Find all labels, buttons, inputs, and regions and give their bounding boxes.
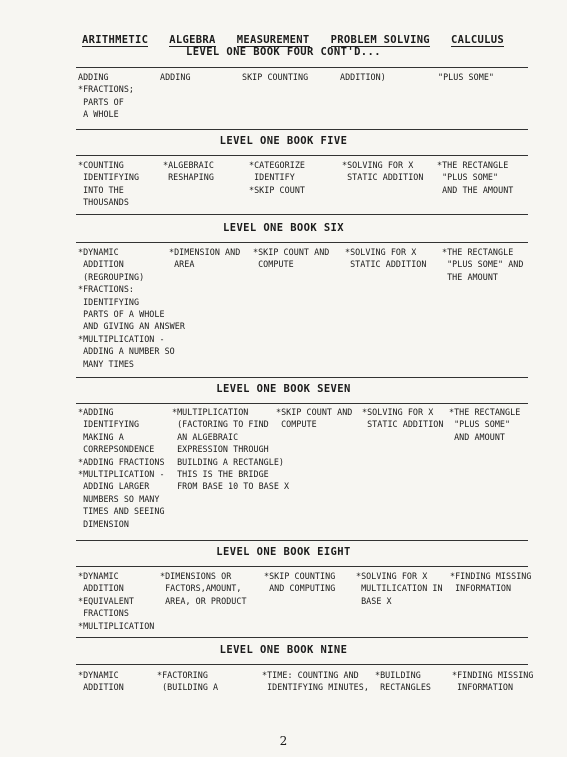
column-header-problem-solving: PROBLEM SOLVING — [330, 34, 430, 46]
cell-problem-solving: *SOLVING FOR X STATIC ADDITION — [345, 247, 427, 270]
cell-calculus: "PLUS SOME" — [438, 72, 495, 82]
cell-measurement: *CATEGORIZE IDENTIFY *SKIP COUNT — [249, 160, 306, 195]
cell-calculus: *THE RECTANGLE "PLUS SOME" AND AMOUNT — [449, 407, 521, 442]
column-header-algebra: ALGEBRA — [169, 34, 216, 46]
cell-problem-solving: *SOLVING FOR X MULTILICATION IN BASE X — [356, 571, 443, 606]
section-title-book-seven: LEVEL ONE BOOK SEVEN — [216, 383, 351, 395]
cell-algebra: *MULTIPLICATION (FACTORING TO FIND AN ALGEBRAIC EXPRESSION THROUGH BUILDING A RECTANGLE) THIS IS THE BRIDGE FROM BASE 10 TO BASE X — [172, 407, 290, 492]
column-header-measurement: MEASUREMENT — [236, 34, 310, 46]
section-divider — [76, 540, 528, 541]
section-title-book-five: LEVEL ONE BOOK FIVE — [219, 135, 348, 147]
cell-arithmetic: *DYNAMIC ADDITION (REGROUPING) *FRACTIONS: IDENTIFYING PARTS OF A WHOLE AND GIVING AN ANSWER *MULTIPLICATION - ADDING A NUMBER SO MANY TIMES — [78, 247, 185, 369]
section-divider — [76, 67, 528, 68]
cell-measurement: *TIME: COUNTING AND IDENTIFYING MINUTES, — [262, 670, 369, 693]
cell-measurement: *SKIP COUNTING AND COMPUTING — [264, 571, 336, 594]
page-number: 2 — [279, 734, 288, 748]
section-title-book-six: LEVEL ONE BOOK SIX — [223, 222, 344, 234]
cell-problem-solving: ADDITION) — [340, 72, 386, 82]
cell-problem-solving: *SOLVING FOR X STATIC ADDITION — [342, 160, 424, 183]
section-divider — [76, 155, 528, 156]
cell-arithmetic: *ADDING IDENTIFYING MAKING A CORREPSONDENCE *ADDING FRACTIONS *MULTIPLICATION - ADDING LARGER NUMBERS SO MANY TIMES AND SEEING DIMENSION — [78, 407, 165, 529]
section-divider — [76, 242, 528, 243]
cell-arithmetic: *DYNAMIC ADDITION — [78, 670, 124, 693]
column-header-calculus: CALCULUS — [451, 34, 504, 46]
section-divider — [76, 377, 528, 378]
section-divider — [76, 566, 528, 567]
cell-arithmetic: ADDING *FRACTIONS; PARTS OF A WHOLE — [78, 72, 135, 120]
section-divider — [76, 664, 528, 665]
cell-algebra: *ALGEBRAIC RESHAPING — [163, 160, 214, 183]
cell-algebra: *DIMENSIONS OR FACTORS,AMOUNT, AREA, OR PRODUCT — [160, 571, 247, 606]
section-title-book-eight: LEVEL ONE BOOK EIGHT — [216, 546, 351, 558]
cell-calculus: *FINDING MISSING INFORMATION — [450, 571, 532, 594]
section-divider — [76, 637, 528, 638]
cell-calculus: *THE RECTANGLE "PLUS SOME" AND THE AMOUNT — [437, 160, 514, 195]
cell-algebra: *FACTORING (BUILDING A — [157, 670, 219, 693]
cell-measurement: *SKIP COUNT AND COMPUTE — [253, 247, 330, 270]
cell-measurement: SKIP COUNTING — [242, 72, 309, 82]
cell-algebra: ADDING — [160, 72, 191, 82]
cell-calculus: *THE RECTANGLE "PLUS SOME" AND THE AMOUNT — [442, 247, 524, 282]
section-divider — [76, 214, 528, 215]
cell-measurement: *SKIP COUNT AND COMPUTE — [276, 407, 353, 430]
cell-problem-solving: *BUILDING RECTANGLES — [375, 670, 432, 693]
cell-calculus: *FINDING MISSING INFORMATION — [452, 670, 534, 693]
cell-arithmetic: *COUNTING IDENTIFYING INTO THE THOUSANDS — [78, 160, 140, 208]
cell-arithmetic: *DYNAMIC ADDITION *EQUIVALENT FRACTIONS *MULTIPLICATION — [78, 571, 155, 631]
section-divider — [76, 129, 528, 130]
cell-algebra: *DIMENSION AND AREA — [169, 247, 241, 270]
section-divider — [76, 403, 528, 404]
section-title-book-four-contd: LEVEL ONE BOOK FOUR CONT'D... — [186, 46, 381, 58]
section-title-book-nine: LEVEL ONE BOOK NINE — [219, 644, 348, 656]
column-header-arithmetic: ARITHMETIC — [82, 34, 149, 46]
cell-problem-solving: *SOLVING FOR X STATIC ADDITION — [362, 407, 444, 430]
